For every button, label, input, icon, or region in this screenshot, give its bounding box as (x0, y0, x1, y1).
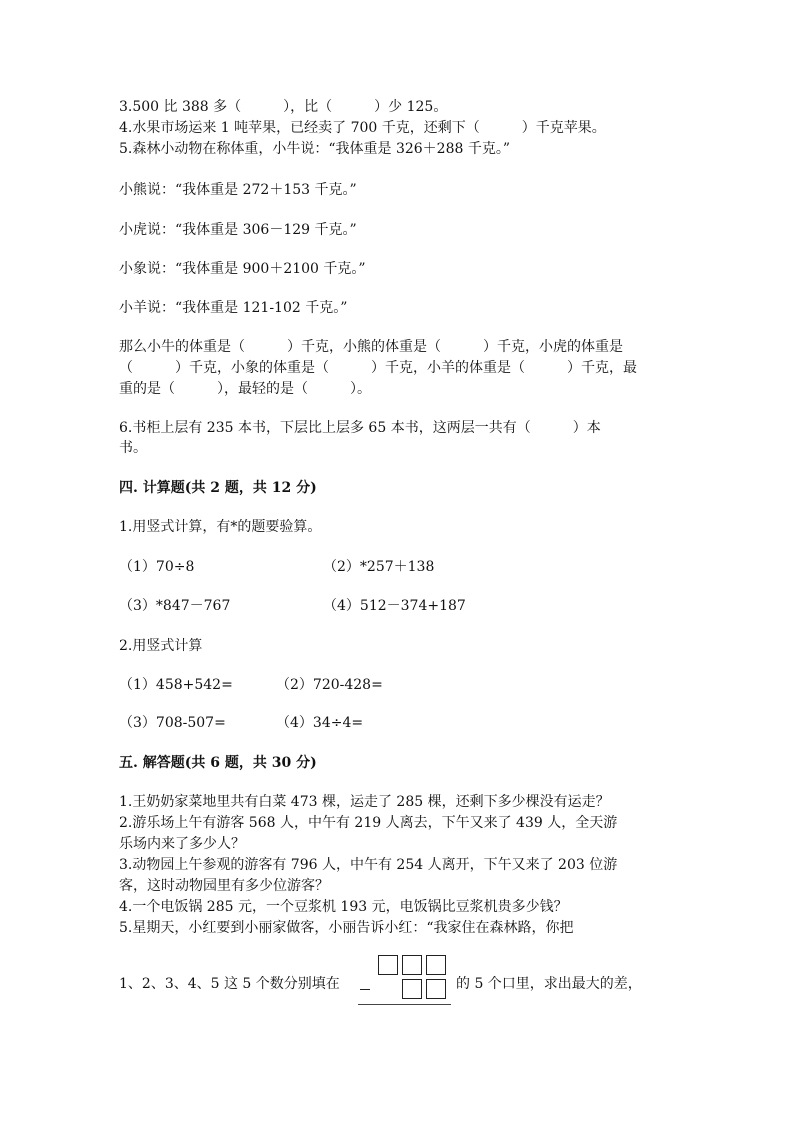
question-3: 3.500 比 388 多（ ），比（ ）少 125。 (119, 99, 448, 115)
question-5-blanks-line-3: 重的是（ ），最轻的是（ ）。 (119, 381, 371, 397)
section-5-question-5-line-1: 5.星期天，小红要到小丽家做客，小丽告诉小红：“我家住在森林路，你把 (119, 920, 574, 936)
calc-item: （1）458+542= (119, 677, 233, 693)
question-5-sheep: 小羊说：“我体重是 121-102 千克。” (119, 300, 348, 316)
section-5-question-3-line-2: 客，这时动物园里有多少位游客？ (119, 878, 329, 894)
subtraction-rule (358, 1004, 451, 1005)
question-5-blanks-line-2: （ ）千克，小象的体重是（ ）千克，小羊的体重是（ ）千克，最 (119, 360, 637, 376)
calc-item: （4）512－374+187 (323, 598, 466, 614)
question-5-bear: 小熊说：“我体重是 272＋153 千克。” (119, 182, 357, 198)
digit-box (402, 979, 422, 999)
section-5-question-2-line-1: 2.游乐场上午有游客 568 人，中午有 219 人离去，下午又来了 439 人，全天游 (119, 815, 618, 831)
section-4-question-2: 2.用竖式计算 (119, 638, 203, 654)
calc-item: （3）708-507= (119, 715, 226, 731)
calc-item: （4）34÷4= (276, 715, 364, 731)
section-5-question-5-line-2b: 的 5 个口里，求出最大的差， (456, 976, 642, 992)
calc-item: （1）70÷8 (119, 559, 195, 575)
section-5-question-4: 4.一个电饭锅 285 元，一个豆浆机 193 元，电饭锅比豆浆机贵多少钱？ (119, 899, 568, 915)
digit-box (378, 955, 398, 975)
question-6-line-1: 6.书柜上层有 235 本书，下层比上层多 65 本书，这两层一共有（ ）本 (119, 420, 601, 436)
calc-item: （2）*257＋138 (323, 559, 435, 575)
section-4-heading: 四. 计算题(共 2 题，共 12 分) (119, 480, 317, 496)
digit-box (426, 979, 446, 999)
underline-blank (360, 989, 370, 990)
section-4-question-1: 1.用竖式计算，有*的题要验算。 (119, 519, 322, 535)
section-5-question-3-line-1: 3.动物园上午参观的游客有 796 人，中午有 254 人离开，下午又来了 203 位游 (119, 857, 618, 873)
question-6-line-2: 书。 (119, 440, 147, 456)
section-5-question-1: 1.王奶奶家菜地里共有白菜 473 棵，运走了 285 棵，还剩下多少棵没有运走？ (119, 794, 610, 810)
question-5-intro: 5.森林小动物在称体重，小牛说：“我体重是 326＋288 千克。” (119, 141, 511, 157)
calc-item: （3）*847－767 (119, 598, 231, 614)
question-5-elephant: 小象说：“我体重是 900＋2100 千克。” (119, 261, 366, 277)
digit-box (402, 955, 422, 975)
section-5-question-5-line-2a: 1、2、3、4、5 这 5 个数分别填在 (119, 976, 340, 992)
section-5-heading: 五. 解答题(共 6 题，共 30 分) (119, 755, 317, 771)
question-5-tiger: 小虎说：“我体重是 306－129 千克。” (119, 222, 357, 238)
digit-box (426, 955, 446, 975)
calc-item: （2）720-428= (276, 677, 383, 693)
section-5-question-2-line-2: 乐场内来了多少人？ (119, 836, 245, 852)
question-4: 4.水果市场运来 1 吨苹果，已经卖了 700 千克，还剩下（ ）千克苹果。 (119, 120, 606, 136)
question-5-blanks-line-1: 那么小牛的体重是（ ）千克，小熊的体重是（ ）千克，小虎的体重是 (119, 339, 623, 355)
